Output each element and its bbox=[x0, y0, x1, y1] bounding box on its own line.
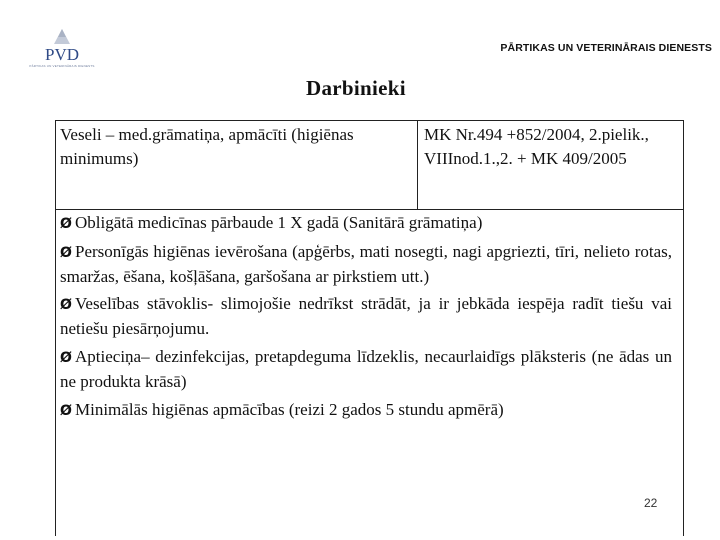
list-item-text: Obligātā medicīnas pārbaude 1 X gadā (Sanitārā grāmatiņa) bbox=[75, 213, 483, 232]
logo-subtitle: PĀRTIKAS UN VETERINĀRAIS DIENESTS bbox=[29, 64, 95, 68]
logo-text: PVD bbox=[44, 45, 80, 64]
table-cell-regulation: MK Nr.494 +852/2004, 2.pielik., VIIInod.1.,2. + MK 409/2005 bbox=[424, 125, 649, 168]
arrow-bullet-icon: Ø bbox=[60, 350, 72, 366]
list-item bbox=[60, 240, 672, 289]
arrow-bullet-icon: Ø bbox=[60, 403, 72, 419]
requirements-table bbox=[55, 120, 684, 210]
page-number: 22 bbox=[644, 496, 658, 510]
list-item bbox=[60, 345, 672, 394]
list-item bbox=[60, 398, 672, 423]
list-item-text: Aptieciņa– dezinfekcijas, pretapdeguma līdzeklis, necaurlaidīgs plāksteris (ne ādas un ne produkta krāsā) bbox=[60, 347, 672, 391]
table-divider bbox=[417, 120, 418, 210]
pvd-logo bbox=[28, 28, 96, 72]
list-item-text: Minimālās higiēnas apmācības (reizi 2 gados 5 stundu apmērā) bbox=[75, 400, 504, 419]
organization-name: PĀRTIKAS UN VETERINĀRAIS DIENESTS bbox=[500, 42, 712, 54]
arrow-bullet-icon: Ø bbox=[60, 297, 72, 313]
list-item bbox=[60, 211, 672, 236]
arrow-bullet-icon: Ø bbox=[60, 216, 72, 232]
page-title: Darbinieki bbox=[306, 76, 406, 100]
pvd-logo-mark bbox=[28, 28, 96, 64]
list-item-text: Personīgās higiēnas ievērošana (apģērbs, mati nosegti, nagi apgriezti, tīri, nelieto rotas, smaržas, ēšana, košļāšana, garšošana ar pirkstiem utt.) bbox=[60, 242, 672, 286]
arrow-bullet-icon: Ø bbox=[60, 245, 72, 261]
list-item bbox=[60, 292, 672, 341]
list-item-text: Veselības stāvoklis- slimojošie nedrīkst strādāt, ja ir jebkāda iespēja radīt tiešu vai netiešu piesārņojumu. bbox=[60, 294, 672, 338]
bullet-list bbox=[60, 211, 672, 427]
table-cell-requirement: Veseli – med.grāmatiņa, apmācīti (higiēnas minimums) bbox=[60, 125, 354, 168]
